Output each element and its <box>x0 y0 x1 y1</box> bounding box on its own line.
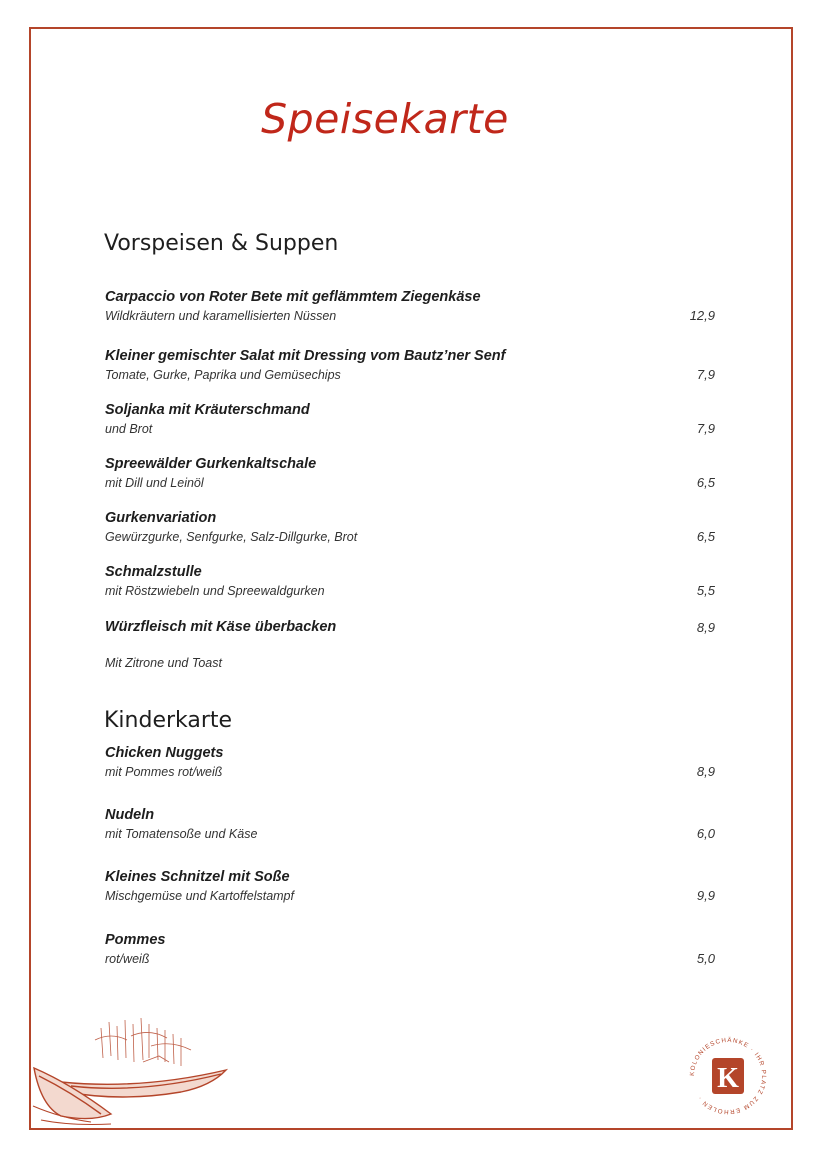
item-price: 9,9 <box>696 888 715 903</box>
item-name: Spreewälder Gurkenkaltschale <box>105 456 317 472</box>
menu-item <box>105 287 715 325</box>
item-price: 6,0 <box>696 826 715 841</box>
item-description: mit Pommes rot/weiß <box>105 765 223 779</box>
item-description: Mischgemüse und Kartoffelstampf <box>105 889 294 903</box>
item-description: mit Tomatensoße und Käse <box>105 827 258 841</box>
section-note: Mit Zitrone und Toast <box>105 656 222 670</box>
item-name: Soljanka mit Kräuterschmand <box>105 402 310 418</box>
svg-text:K: K <box>717 1063 739 1094</box>
menu-item <box>105 743 715 781</box>
menu-item <box>105 508 715 546</box>
item-name: Kleines Schnitzel mit Soße <box>105 869 290 885</box>
svg-text:KOLONIESCHÄNKE · IHR PLATZ ZUM: KOLONIESCHÄNKE · IHR PLATZ ZUM ERHOLEN · <box>688 1036 768 1116</box>
item-name: Gurkenvariation <box>105 510 217 526</box>
item-price: 12,9 <box>689 308 715 323</box>
item-description: Wildkräutern und karamellisierten Nüssen <box>105 309 337 323</box>
item-name: Carpaccio von Roter Bete mit geflämmtem Ziegenkäse <box>105 289 481 305</box>
section-heading-kinderkarte: Kinderkarte <box>104 708 233 733</box>
menu-item <box>105 867 715 905</box>
item-description: und Brot <box>105 422 153 436</box>
item-name: Schmalzstulle <box>105 564 202 580</box>
item-price: 5,5 <box>696 583 715 598</box>
item-name: Pommes <box>105 932 166 948</box>
menu-item <box>105 562 715 600</box>
item-price: 6,5 <box>696 529 715 544</box>
item-name: Chicken Nuggets <box>105 745 224 761</box>
menu-item <box>105 346 715 384</box>
item-name: Kleiner gemischter Salat mit Dressing vom Bautz’ner Senf <box>105 348 506 364</box>
menu-item <box>105 400 715 438</box>
item-price: 5,0 <box>696 951 715 966</box>
menu-item <box>105 617 715 637</box>
item-price: 7,9 <box>696 421 715 436</box>
item-description: mit Dill und Leinöl <box>105 476 204 490</box>
page-title: Speisekarte <box>261 95 509 143</box>
menu-item <box>105 930 715 968</box>
canoe-sketch-illustration <box>31 1010 246 1128</box>
item-name: Nudeln <box>105 807 155 823</box>
item-description: rot/weiß <box>105 952 150 966</box>
kolonieschaenke-logo <box>683 1031 773 1121</box>
section-heading-vorspeisen: Vorspeisen & Suppen <box>104 231 339 256</box>
menu-item <box>105 454 715 492</box>
item-price: 8,9 <box>696 620 715 635</box>
item-price: 8,9 <box>696 764 715 779</box>
item-price: 7,9 <box>696 367 715 382</box>
item-name: Würzfleisch mit Käse überbacken <box>105 619 337 635</box>
item-description: Gewürzgurke, Senfgurke, Salz-Dillgurke, Brot <box>105 530 358 544</box>
item-price: 6,5 <box>696 475 715 490</box>
item-description: mit Röstzwiebeln und Spreewaldgurken <box>105 584 325 598</box>
item-description: Tomate, Gurke, Paprika und Gemüsechips <box>105 368 341 382</box>
menu-item <box>105 805 715 843</box>
